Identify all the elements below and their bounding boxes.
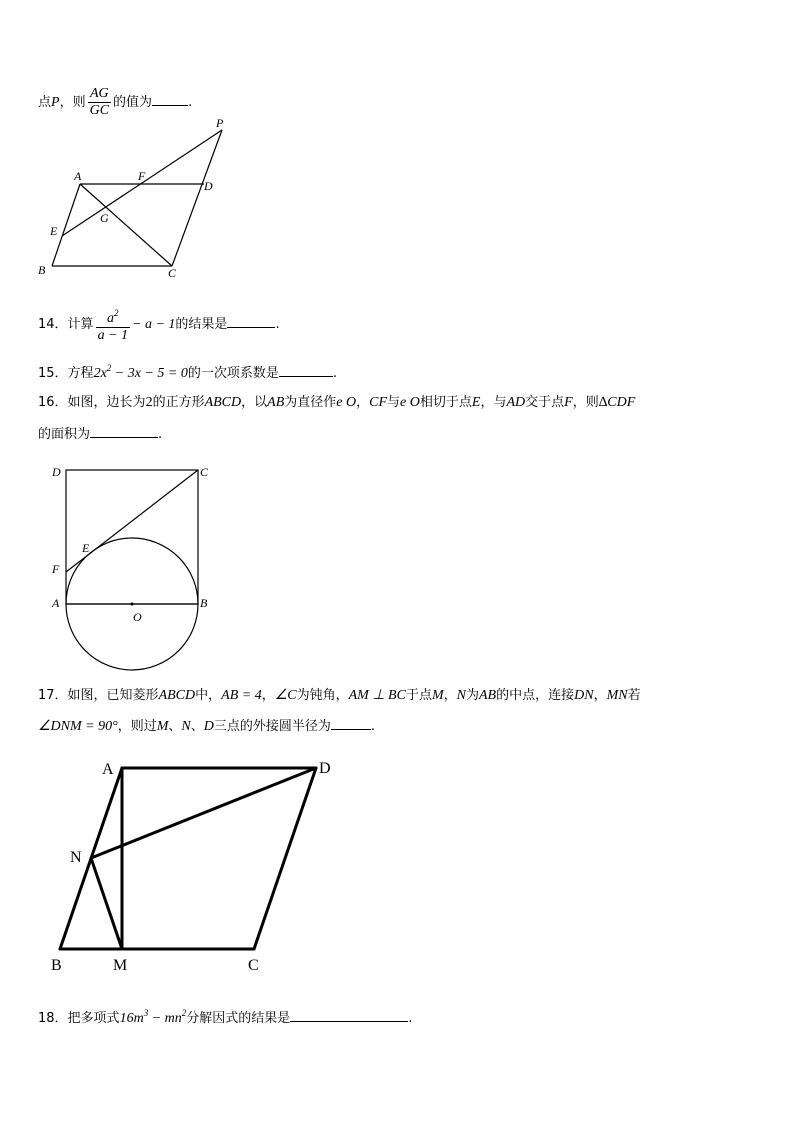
q14-end: . bbox=[275, 317, 280, 332]
q18-end: . bbox=[408, 1011, 413, 1026]
q15-text-post: 的一次项系数是 bbox=[187, 366, 279, 381]
q16-end: . bbox=[158, 427, 163, 442]
q13-end: . bbox=[188, 95, 193, 110]
q17-perp: AM ⊥ BC bbox=[348, 688, 406, 703]
q15-eq-rest: − 3x − 5 = 0 bbox=[111, 366, 188, 381]
q16-ad: AD bbox=[506, 395, 526, 410]
q16-t8: ，与 bbox=[480, 395, 507, 410]
fig13-label-c: C bbox=[168, 266, 177, 280]
q17-t8: 的中点，连接 bbox=[496, 688, 575, 703]
fig13-label-a: A bbox=[74, 169, 82, 183]
q17-t10: 若 bbox=[627, 688, 641, 703]
q17-t12: 三点的外接圆半径为 bbox=[213, 719, 331, 734]
fig13-label-b: B bbox=[38, 263, 46, 277]
q17-n: N bbox=[456, 688, 466, 703]
fig13-label-f: F bbox=[138, 169, 146, 183]
q17-number: 17． bbox=[38, 688, 68, 703]
q14-text-pre: 计算 bbox=[67, 317, 94, 332]
fig16-label-f: F bbox=[52, 562, 60, 576]
q13-var-p: P bbox=[51, 95, 60, 110]
fig16-label-c: C bbox=[200, 465, 209, 479]
fig17-label-c: C bbox=[248, 957, 259, 974]
q17-dn: DN bbox=[574, 688, 594, 703]
q18-t1: 16m bbox=[119, 1011, 144, 1026]
q18-polynomial bbox=[119, 1008, 187, 1026]
q17-t9: ， bbox=[593, 688, 607, 703]
fig16-label-d: D bbox=[52, 465, 61, 479]
q17-mn: MN bbox=[606, 688, 628, 703]
fig17-line-nd bbox=[91, 768, 316, 858]
q17-t2: 中， bbox=[195, 688, 222, 703]
q17-angle: ∠DNM = 90° bbox=[38, 719, 118, 734]
q17-t3: ， bbox=[261, 688, 275, 703]
q16-t4: 为直径作 bbox=[284, 395, 337, 410]
q17-t1: 如图，已知菱形 bbox=[67, 688, 159, 703]
q13-text-post: 的值为 bbox=[113, 95, 153, 110]
q17-sep1: 、 bbox=[168, 719, 182, 734]
q17-ab4: AB = 4 bbox=[221, 688, 262, 703]
q17-ab: AB bbox=[479, 688, 497, 703]
q15-end: . bbox=[332, 366, 337, 381]
q17-angc: ∠C bbox=[274, 688, 297, 703]
q17-t7: 为 bbox=[465, 688, 479, 703]
q18-text-post: 分解因式的结果是 bbox=[186, 1011, 291, 1026]
q16-t9: 交于点 bbox=[525, 395, 565, 410]
q16-t3: ，以 bbox=[241, 395, 268, 410]
q16-cf: CF bbox=[369, 395, 388, 410]
q18-t2: − mn bbox=[148, 1011, 182, 1026]
q16-t2: 的正方形 bbox=[152, 395, 205, 410]
q14-frac-num-base: a bbox=[107, 311, 115, 326]
q13-frac-den: GC bbox=[89, 103, 110, 118]
q14-expr: − a − 1 bbox=[132, 317, 176, 332]
q16-circle-2: e O bbox=[400, 395, 420, 410]
q17-m: M bbox=[431, 688, 444, 703]
q18-number: 18． bbox=[38, 1011, 68, 1026]
fig16-label-o: O bbox=[133, 610, 142, 624]
fig17-label-n: N bbox=[70, 849, 82, 866]
q15-eq-a: 2x bbox=[93, 366, 107, 381]
q16-ab: AB bbox=[267, 395, 285, 410]
fig17-label-b: B bbox=[51, 957, 62, 974]
q17-t5: 于点 bbox=[405, 688, 432, 703]
fig17-label-m: M bbox=[113, 957, 128, 974]
q14-number: 14． bbox=[38, 317, 68, 332]
q17-rh: ABCD bbox=[158, 688, 196, 703]
q15-number: 15． bbox=[38, 366, 68, 381]
q16-num-2: 2 bbox=[145, 395, 153, 410]
q16-pe: E bbox=[471, 395, 481, 410]
q14-frac-num-exp: 2 bbox=[114, 308, 119, 318]
q16-line2-text: 的面积为 bbox=[38, 427, 91, 442]
q16-t1: 如图，边长为 bbox=[67, 395, 146, 410]
q15-text-pre: 方程 bbox=[67, 366, 94, 381]
q16-number: 16． bbox=[38, 395, 68, 410]
fig17-label-d: D bbox=[319, 760, 331, 777]
fig16-label-e: E bbox=[82, 541, 90, 555]
fig17-line-cd bbox=[254, 768, 316, 949]
q17-sep2: 、 bbox=[190, 719, 204, 734]
q17-t4: 为钝角， bbox=[296, 688, 349, 703]
q16-tri: ∆CDF bbox=[598, 395, 636, 410]
q17-p3: D bbox=[203, 719, 214, 734]
q16-t7: 相切于点 bbox=[419, 395, 472, 410]
fig13-label-p: P bbox=[216, 116, 224, 130]
q13-frac-num: AG bbox=[88, 86, 111, 103]
q16-pf: F bbox=[564, 395, 573, 410]
q15-eq-exp: 2 bbox=[106, 363, 112, 373]
q17-t11: ，则过 bbox=[117, 719, 157, 734]
q16-t6: 与 bbox=[387, 395, 401, 410]
fig16-label-a: A bbox=[52, 596, 60, 610]
q17-end: . bbox=[370, 719, 376, 734]
q18-answer-blank[interactable] bbox=[290, 1009, 408, 1022]
q16-sq: ABCD bbox=[204, 395, 242, 410]
q17-p1: M bbox=[156, 719, 169, 734]
q13-text-pre: 点 bbox=[38, 95, 52, 110]
q13-text-mid: ，则 bbox=[59, 95, 86, 110]
q16-t5: ， bbox=[356, 395, 370, 410]
fig13-label-e: E bbox=[50, 224, 58, 238]
q17-t6: ， bbox=[443, 688, 457, 703]
q18-line bbox=[38, 1003, 412, 1029]
q18-e2: 2 bbox=[181, 1008, 187, 1018]
q16-circle-1: e O bbox=[336, 395, 357, 410]
q18-e1: 3 bbox=[143, 1008, 149, 1018]
fig13-label-d: D bbox=[204, 179, 213, 193]
fig17-label-a: A bbox=[102, 761, 114, 778]
q14-text-post: 的结果是 bbox=[175, 317, 228, 332]
fig17-line-nm bbox=[91, 858, 122, 949]
q17-p2: N bbox=[181, 719, 191, 734]
fig16-label-b: B bbox=[200, 596, 208, 610]
q14-frac-den: a − 1 bbox=[97, 328, 129, 343]
q16-t10: ，则 bbox=[572, 395, 599, 410]
q18-text-pre: 把多项式 bbox=[67, 1011, 120, 1026]
fig13-label-g: G bbox=[100, 211, 109, 225]
